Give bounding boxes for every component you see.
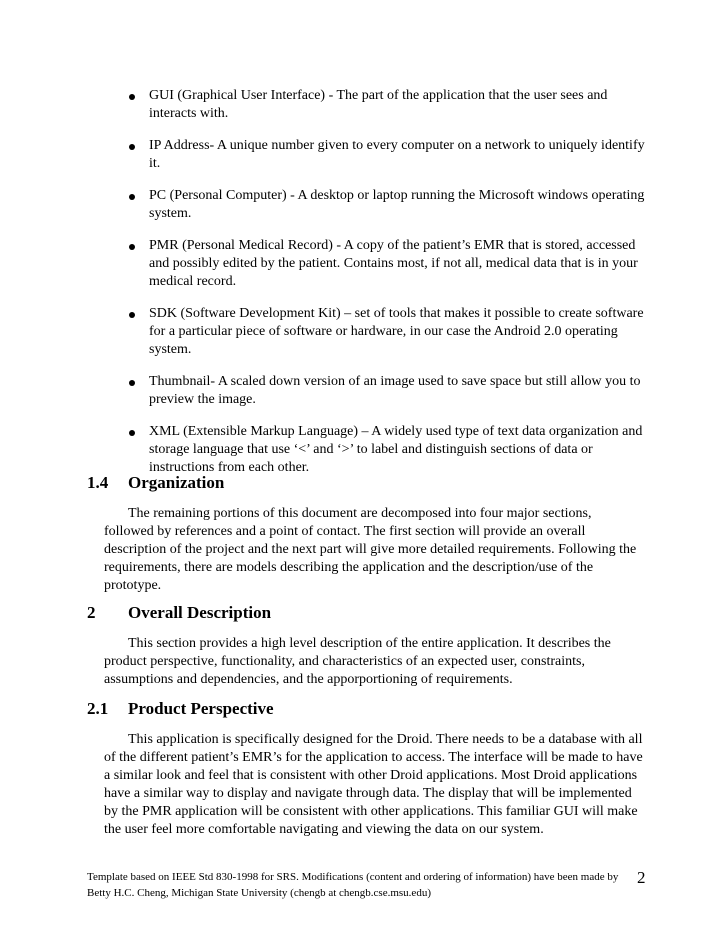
section-title: Product Perspective <box>128 699 274 718</box>
section-heading-product-perspective <box>87 699 274 719</box>
bullet-icon <box>129 244 135 250</box>
page-footer: Template based on IEEE Std 830-1998 for SRS. Modifications (content and ordering of information) have been made by Betty H.C. Cheng, Michigan State University (chengb at chengb.cse.msu.edu) <box>87 871 619 899</box>
definition-text: Thumbnail- A scaled down version of an image used to save space but still allow you to preview the image. <box>149 374 641 407</box>
organization-paragraph: The remaining portions of this document are decomposed into four major sections, followed by references and a point of contact. The first section will provide an overall description of the project and the next part will give more detailed requirements. Following the requirements, there are models describing the application and the description/use of the prototype. <box>104 506 637 593</box>
list-item <box>130 373 650 409</box>
overall-description-paragraph: This section provides a high level description of the entire application. It describes the product perspective, functionality, and characteristics of an expected user, constraints, assumptions and dependencies, and the apporportioning of requirements. <box>104 636 611 687</box>
list-item <box>130 237 650 291</box>
product-perspective-paragraph: This application is specifically designed for the Droid. There needs to be a database with all of the different patient’s EMR’s for the application to access. The interface will be made to have a similar look and feel that is consistent with other Droid applications. Most Droid applications have a similar way to display and navigate through data. The display that will be implemented by the PMR application will be consistent with other applications. This familiar GUI will make the user feel more comfortable navigating and viewing the data on our system. <box>104 732 643 837</box>
list-item <box>130 423 650 477</box>
list-item <box>130 137 650 173</box>
bullet-icon <box>129 194 135 200</box>
section-title: Overall Description <box>128 603 272 622</box>
bullet-icon <box>129 430 135 436</box>
bullet-icon <box>129 144 135 150</box>
section-number: 2 <box>87 603 96 622</box>
definitions-list <box>130 87 650 491</box>
list-item <box>130 187 650 223</box>
definition-text: GUI (Graphical User Interface) - The part of the application that the user sees and interacts with. <box>149 88 608 121</box>
section-number: 1.4 <box>87 473 109 492</box>
list-item <box>130 305 650 359</box>
page-number: 2 <box>637 868 646 887</box>
section-number: 2.1 <box>87 699 109 718</box>
section-heading-overall-description <box>87 603 271 623</box>
bullet-icon <box>129 94 135 100</box>
definition-text: PMR (Personal Medical Record) - A copy of the patient’s EMR that is stored, accessed and possibly edited by the patient. Contains most, if not all, medical data that is in your medical record. <box>149 238 638 289</box>
bullet-icon <box>129 380 135 386</box>
section-title: Organization <box>128 473 225 492</box>
definition-text: XML (Extensible Markup Language) – A widely used type of text data organization and storage language that use ‘<’ and ‘>’ to label and distinguish sections of data or instructions from each other. <box>149 424 643 475</box>
definition-text: PC (Personal Computer) - A desktop or laptop running the Microsoft windows operating system. <box>149 188 645 221</box>
list-item <box>130 87 650 123</box>
section-heading-organization <box>87 473 224 493</box>
definition-text: SDK (Software Development Kit) – set of tools that makes it possible to create software for a particular piece of software or hardware, in our case the Android 2.0 operating system. <box>149 306 644 357</box>
definition-text: IP Address- A unique number given to every computer on a network to uniquely identify it. <box>149 138 645 171</box>
bullet-icon <box>129 312 135 318</box>
